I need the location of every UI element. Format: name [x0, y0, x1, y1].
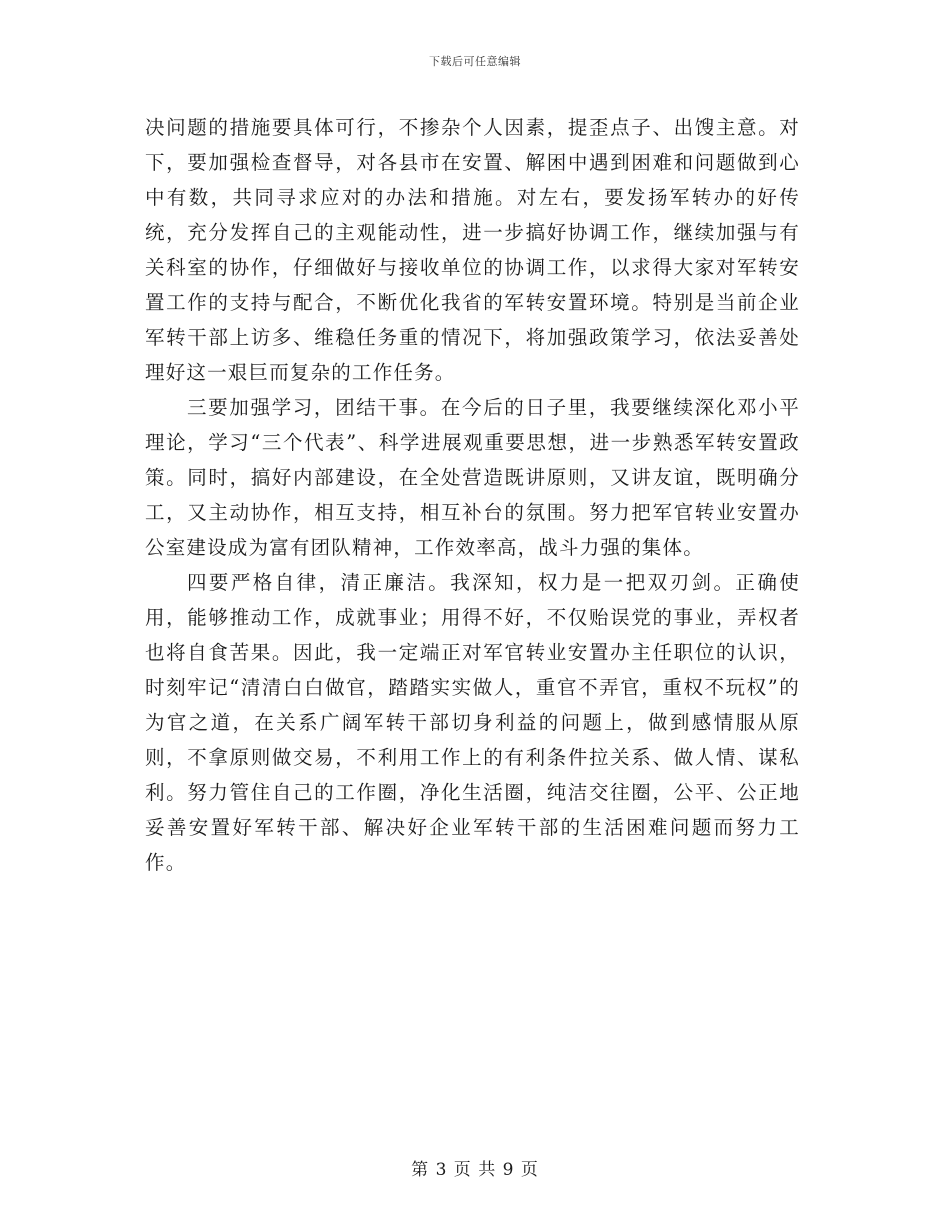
header-note: 下载后可任意编辑	[429, 55, 521, 68]
document-body	[145, 110, 800, 880]
page-number: 第 3 页 共 9 页	[411, 1160, 539, 1180]
paragraph-study-unity: 三要加强学习，团结干事。在今后的日子里，我要继续深化邓小平理论，学习“三个代表”、科学进展观重要思想，进一步熟悉军转安置政策。同时，搞好内部建设，在全处营造既讲原则，又讲友谊，既明确分工，又主动协作，相互支持，相互补台的氛围。努力把军官转业安置办公室建设成为富有团队精神，工作效率高，战斗力强的集体。	[145, 396, 800, 559]
paragraph-continuation: 决问题的措施要具体可行，不掺杂个人因素，提歪点子、出馊主意。对下，要加强检查督导，对各县市在安置、解困中遇到困难和问题做到心中有数，共同寻求应对的办法和措施。对左右，要发扬军转办的好传统，充分发挥自己的主观能动性，进一步搞好协调工作，继续加强与有关科室的协作，仔细做好与接收单位的协调工作，以求得大家对军转安置工作的支持与配合，不断优化我省的军转安置环境。特别是当前企业军转干部上访多、维稳任务重的情况下，将加强政策学习，依法妥善处理好这一艰巨而复杂的工作任务。	[145, 116, 800, 384]
paragraph-self-discipline: 四要严格自律，清正廉洁。我深知，权力是一把双刃剑。正确使用，能够推动工作，成就事业；用得不好，不仅贻误党的事业，弄权者也将自食苦果。因此，我一定端正对军官转业安置办主任职位的认识，时刻牢记“清清白白做官，踏踏实实做人，重官不弄官，重权不玩权”的为官之道，在关系广阔军转干部切身利益的问题上，做到感情服从原则，不拿原则做交易，不利用工作上的有利条件拉关系、做人情、谋私利。努力管住自己的工作圈，净化生活圈，纯洁交往圈，公平、公正地妥善安置好军转干部、解决好企业军转干部的生活困难问题而努力工作。	[145, 571, 800, 874]
